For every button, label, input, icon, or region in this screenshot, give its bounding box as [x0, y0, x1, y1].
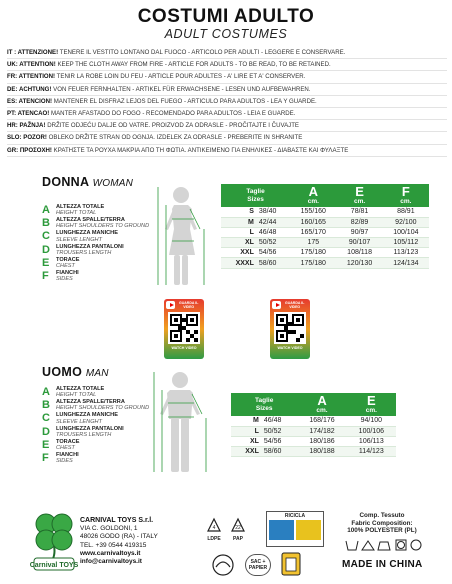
carnival-toys-logo: [30, 508, 78, 574]
man-figure: [148, 370, 212, 475]
trash-bin-icon: [280, 551, 302, 577]
paper-code: 22: [235, 525, 241, 531]
address-line: 48026 GODO (RA) - ITALY: [80, 533, 158, 541]
table-head-col: F cm.: [383, 184, 429, 207]
table-row: L 46/48 165/170 90/97 100/104: [221, 227, 429, 237]
legend-item: B ALTEZZA SPALLE/TERRA HEIGHT SHOULDERS TO GROUND: [42, 399, 150, 412]
address-line: VIA C. GOLDONI, 1: [80, 525, 138, 533]
uomo-legend: [42, 386, 149, 465]
page-subtitle: ADULT COSTUMES: [164, 27, 288, 41]
table-header-row: [231, 393, 396, 416]
donna-heading: DONNA WOMAN: [42, 175, 134, 189]
phone: TEL. +39 0544 419315: [80, 541, 147, 549]
bin-icon: [296, 520, 321, 540]
table-row: M 42/44 160/165 82/89 92/100: [221, 217, 429, 227]
legend-item: D LUNGHEZZA PANTALONI TROUSERS LENGTH: [42, 243, 124, 256]
table-head-sizes: Taglie Sizes: [221, 184, 290, 207]
warning-line: GR: ΠΡΟΣΟΧΗ! ΚΡΑΤΗΣΤΕ ΤΑ ΡΟΥΧΑ ΜΑΚΡΙΑ ΑΠΟ ΤΗ ΦΩΤΙΑ. ΑΝΤΙΚΕΙΜΕΝΟ ΓΙΑ ΕΝΗΛΙΚΕΣ - ΔΙΑΒΑΣΤΕ ΚΑΙ ΦΥΛΑΞΤΕ: [7, 145, 447, 157]
made-in-label: MADE IN CHINA: [342, 559, 423, 570]
page-title: COSTUMI ADULTO: [137, 6, 315, 27]
warning-line: DE: ACHTUNG! VON FEUER FERNHALTEN - ARTIKEL FÜR ERWACHSENE - LESEN UND AUFBEWAHREN.: [7, 84, 447, 96]
table-head-col: E cm.: [336, 184, 382, 207]
table-row: XL 50/52 175 90/107 105/112: [221, 238, 429, 248]
donna-legend: [42, 204, 149, 283]
email-link[interactable]: info@carnivaltoys.it: [80, 558, 142, 566]
warning-line: HR: PAŽNJA! DRŽITE ODJEĆU DALJE OD VATRE. PROIZVOD ZA ODRASLE - PROČITAJTE I ČUVAJTE: [7, 120, 447, 132]
donna-size-table: [221, 184, 429, 269]
table-head-sizes: Taglie Sizes: [231, 393, 297, 416]
recycle-instructions-box: [266, 511, 324, 547]
youtube-icon: [166, 301, 175, 309]
warning-line: PT: ATENCAO! MANTER AFASTADO DO FOGO - RECOMENDADO PARA ADULTOS - LEIA E GUARDE.: [7, 108, 447, 120]
qr-video-card[interactable]: GUARDA IL VIDEO WATCH VIDEO: [164, 299, 204, 359]
qr-code: [168, 312, 200, 344]
care-symbols: [344, 538, 424, 552]
legend-item: F FIANCHI SIDES: [42, 451, 79, 465]
table-head-col: A cm.: [290, 184, 336, 207]
website-link[interactable]: www.carnivaltoys.it: [80, 549, 141, 557]
uomo-size-table: [231, 393, 396, 457]
legend-item: C LUNGHEZZA MANICHE SLEEVE LENGHT: [42, 230, 118, 243]
qr-code: [274, 312, 306, 344]
legend-item: E TORACE CHEST: [42, 438, 80, 451]
table-row: XL 54/56 180/186 106/113: [231, 436, 396, 446]
legend-item: A ALTEZZA TOTALE HEIGHT TOTAL: [42, 204, 105, 217]
paper-label: PAP: [233, 536, 243, 542]
youtube-icon: [272, 301, 281, 309]
table-row: XXXL 58/60 175/180 120/130 124/134: [221, 258, 429, 268]
legend-item: F FIANCHI SIDES: [42, 269, 79, 283]
table-head-col: A cm.: [297, 393, 346, 416]
legend-item: C LUNGHEZZA MANICHE SLEEVE LENGHT: [42, 412, 118, 425]
recycle-title: RICICLA: [284, 513, 306, 519]
legend-item: D LUNGHEZZA PANTALONI TROUSERS LENGTH: [42, 425, 124, 438]
qr-video-card[interactable]: GUARDA IL VIDEO WATCH VIDEO: [270, 299, 310, 359]
triman-icon: [208, 553, 238, 577]
table-header-row: [221, 184, 429, 207]
company-name: CARNIVAL TOYS S.r.l.: [80, 517, 154, 524]
legend-item: E TORACE CHEST: [42, 256, 80, 269]
plastic-code: 4: [212, 525, 216, 531]
company-address: [80, 517, 158, 566]
sac-papier-badge: SAC + PAPIER: [245, 554, 271, 576]
warning-line: SLO: POZOR! OBLEKO DRŽITE STRAN OD OGNJA. IZDELEK ZA ODRASLE - PREBERITE IN SHRANITE: [7, 132, 447, 144]
woman-figure: [150, 185, 212, 288]
fabric-composition: Comp. Tessuto Fabric Composition: 100% POLYESTER (PL): [347, 512, 417, 535]
warning-line: IT : ATTENZIONE! TENERE IL VESTITO LONTANO DAL FUOCO - ARTICOLO PER ADULTI - LEGGERE E CONSERVARE.: [7, 47, 447, 59]
logo-text: Carnival TOYS: [30, 562, 78, 569]
table-row: S 38/40 155/160 78/81 88/91: [221, 207, 429, 217]
table-row: M 46/48 168/176 94/100: [231, 416, 396, 426]
plastic-label: LDPE: [207, 536, 221, 542]
warning-line: FR: ATTENTION! TENIR LA ROBE LOIN DU FEU - ARTICLE POUR ADULTES - A' LIRE ET A' CONSERVER.: [7, 71, 447, 83]
legend-item: A ALTEZZA TOTALE HEIGHT TOTAL: [42, 386, 105, 399]
table-head-col: E cm.: [347, 393, 396, 416]
table-row: L 50/52 174/182 100/106: [231, 426, 396, 436]
recycle-symbols: [203, 507, 251, 547]
table-row: XXL 54/56 175/180 108/118 113/123: [221, 248, 429, 258]
legend-item: B ALTEZZA SPALLE/TERRA HEIGHT SHOULDERS TO GROUND: [42, 217, 150, 230]
warnings-list: [7, 47, 447, 157]
warning-line: ES: ATENCION! MANTENER EL DISFRAZ LEJOS DEL FUEGO - ARTICULO PARA ADULTOS - LEA Y GUARDE.: [7, 96, 447, 108]
uomo-heading: UOMO MAN: [42, 365, 109, 379]
table-row: XXL 58/60 180/188 114/123: [231, 447, 396, 457]
warning-line: UK: ATTENTION! KEEP THE CLOTH AWAY FROM FIRE - ARTICLE FOR ADULTS - TO BE READ, TO BE RETAINED.: [7, 59, 447, 71]
bin-icon: [269, 520, 294, 540]
